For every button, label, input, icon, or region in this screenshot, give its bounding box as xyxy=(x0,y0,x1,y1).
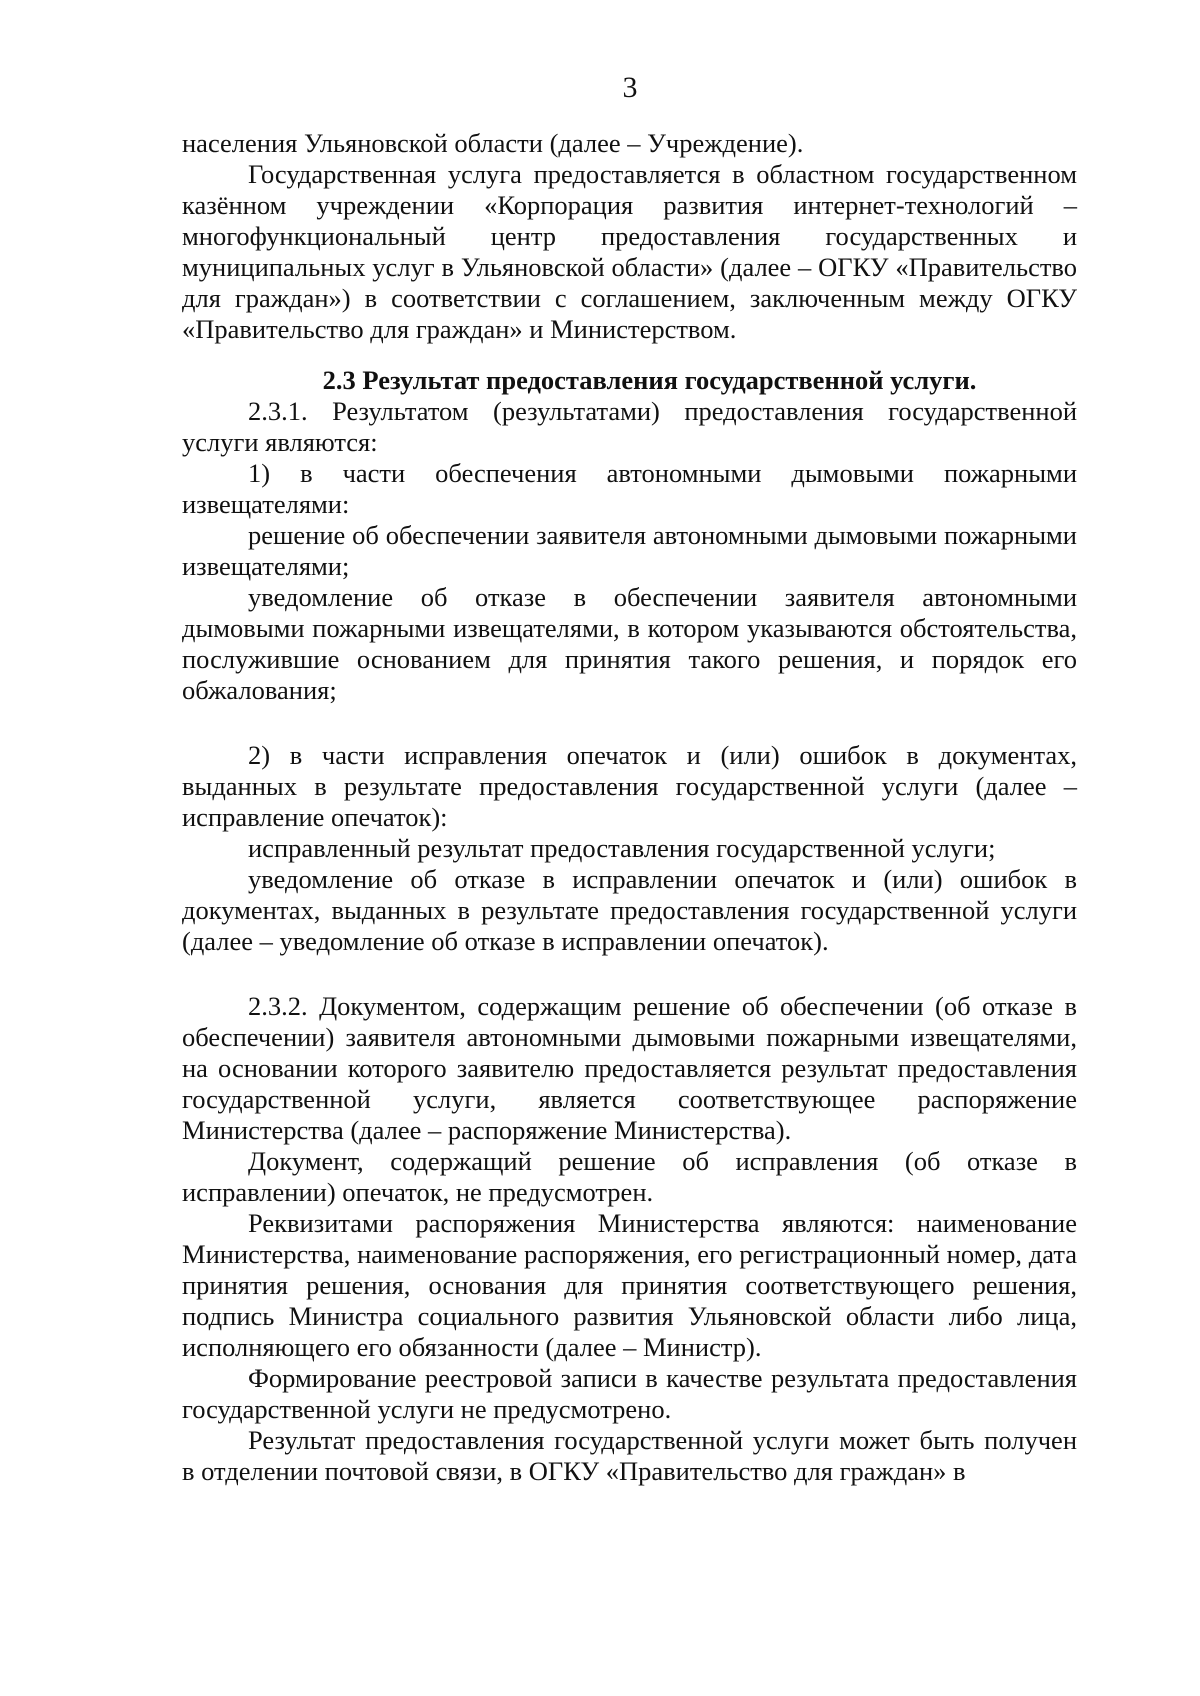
paragraph: Формирование реестровой записи в качестве результата предоставления государственной услуги не предусмотрено. xyxy=(182,1363,1077,1424)
paragraph: 2.3.2. Документом, содержащим решение об обеспечении (об отказе в обеспечении) заявителя автономными дымовыми пожарными извещателями, на основании которого заявителю предоставляется результат предоставления государственной услуги, является соответствующее распоряжение Министерства (далее – распоряжение Министерства). xyxy=(182,991,1077,1145)
paragraph: Документ, содержащий решение об исправления (об отказе в исправлении) опечаток, не предусмотрен. xyxy=(182,1146,1077,1207)
paragraph: населения Ульяновской области (далее – Учреждение). xyxy=(182,128,804,158)
paragraph: 1) в части обеспечения автономными дымовыми пожарными извещателями: xyxy=(182,458,1077,519)
paragraph: уведомление об отказе в исправлении опечаток и (или) ошибок в документах, выданных в результате предоставления государственной услуги (далее – уведомление об отказе в исправлении опечаток). xyxy=(182,864,1077,956)
paragraph: Реквизитами распоряжения Министерства являются: наименование Министерства, наименование распоряжения, его регистрационный номер, дата принятия решения, основания для принятия соответствующего решения, подпись Министра социального развития Ульяновской области либо лица, исполняющего его обязанности (далее – Министр). xyxy=(182,1208,1077,1362)
document-body xyxy=(182,128,1077,1487)
paragraph: 2) в части исправления опечаток и (или) ошибок в документах, выданных в результате предоставления государственной услуги (далее – исправление опечаток): xyxy=(182,740,1077,832)
section-heading: 2.3 Результат предоставления государственной услуги. xyxy=(322,365,977,395)
paragraph: исправленный результат предоставления государственной услуги; xyxy=(248,833,996,863)
paragraph-gap xyxy=(182,706,1077,740)
paragraph: уведомление об отказе в обеспечении заявителя автономными дымовыми пожарными извещателями, в котором указываются обстоятельства, послужившие основанием для принятия такого решения, и порядок его обжалования; xyxy=(182,582,1077,705)
paragraph: Государственная услуга предоставляется в областном государственном казённом учреждении «Корпорация развития интернет-технологий – многофункциональный центр предоставления государственных и муниципальных услуг в Ульяновской области» (далее – ОГКУ «Правительство для граждан») в соответствии с соглашением, заключенным между ОГКУ «Правительство для граждан» и Министерством. xyxy=(182,159,1077,344)
paragraph: Результат предоставления государственной услуги может быть получен в отделении почтовой связи, в ОГКУ «Правительство для граждан» в xyxy=(182,1425,1077,1486)
paragraph-gap xyxy=(182,957,1077,991)
paragraph: решение об обеспечении заявителя автономными дымовыми пожарными извещателями; xyxy=(182,520,1077,581)
page-number: 3 xyxy=(622,71,638,104)
paragraph: 2.3.1. Результатом (результатами) предоставления государственной услуги являются: xyxy=(182,396,1077,457)
